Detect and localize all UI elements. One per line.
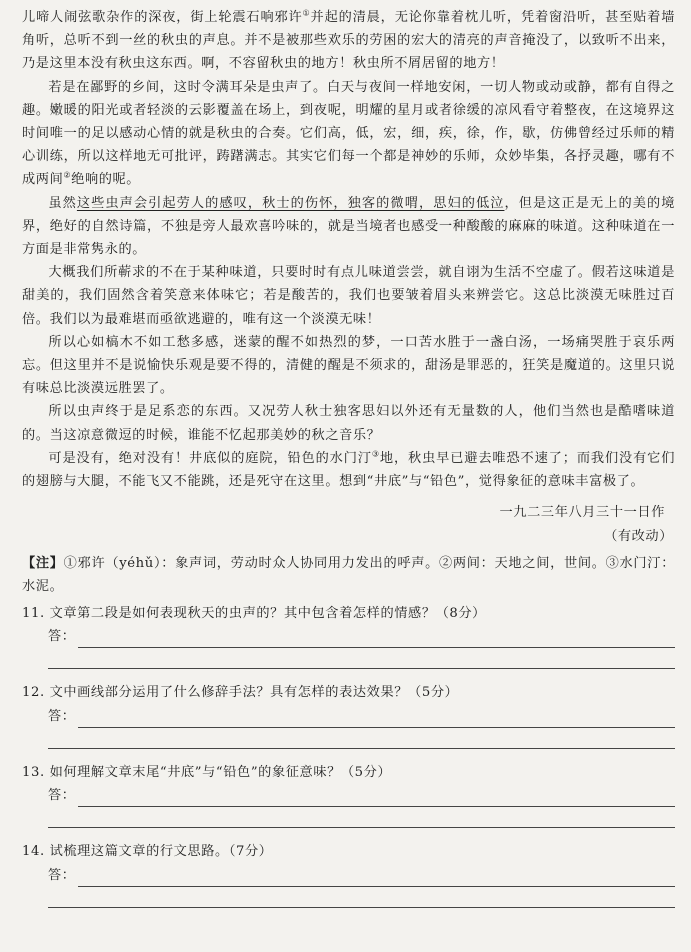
- paragraph-text: ，但是这正是无上的美的境界，绝好的自然诗篇，不独是旁人最欢喜吟味的，就是当境者也感受一种酸酸的麻麻的味道。这种味道在一方面是非常隽永的。: [22, 195, 676, 258]
- paragraph-text: 绝响的呢。: [71, 172, 141, 188]
- passage-paragraph: [22, 261, 675, 331]
- paragraph-text: 可是没有，绝对没有！井底似的庭院，铅色的水门汀: [48, 450, 372, 466]
- adaptation-note: （有改动）: [604, 529, 673, 545]
- answer-line[interactable]: [48, 728, 675, 749]
- answer-line[interactable]: [78, 709, 675, 728]
- writing-date: 一九二三年八月三十一日作: [499, 505, 665, 521]
- passage-paragraph: [22, 400, 675, 446]
- paragraph-text: 地，秋虫早已避去唯恐不速了；而我们没有它们的翅膀与大腿，不能飞又不能跳，还是死守在这里。想到“井底”与“铅色”，觉得象征的意味丰富极了。: [22, 450, 675, 490]
- paragraph-text: 所以虫声终于是足系恋的东西。又况劳人秋士独客思妇以外还有无量数的人，他们当然也是酷嗜味道的。当这凉意微逗的时候，谁能不忆起那美妙的秋之音乐？: [22, 404, 675, 443]
- passage-paragraph: [22, 76, 675, 192]
- question-14-text: 14. 试梳理这篇文章的行文思路。（7分）: [22, 844, 273, 860]
- question-12-text: 12. 文中画线部分运用了什么修辞手法？具有怎样的表达效果？（5分）: [22, 685, 459, 701]
- question-14: [22, 840, 675, 907]
- passage-paragraph: [22, 6, 675, 76]
- question-13: [22, 761, 675, 828]
- answer-label: 答：: [48, 788, 76, 804]
- answer-line[interactable]: [48, 648, 675, 669]
- footnote-text: ①邪许（yéhǔ）：象声词，劳动时众人协同用力发出的呼声。②两间：天地之间，世间。③水门汀：水泥。: [22, 555, 675, 594]
- paragraph-text: 儿啼人闹弦歌杂作的深夜，街上轮震石响邪许: [22, 10, 303, 25]
- paragraph-text: 并起的清晨，无论你靠着枕儿听，凭着窗沿听，甚至贴着墙角听，总听不到一丝的秋虫的声息。并不是被那些欢乐的劳困的宏大的清亮的声音掩没了，以致听不出来，乃是这里本没有秋虫这东西。啊，不容留秋虫的地方！秋虫所不屑居留的地方！: [22, 10, 675, 72]
- passage-paragraph: [22, 192, 675, 262]
- answer-line[interactable]: [48, 807, 675, 828]
- answer-line[interactable]: [48, 887, 675, 908]
- question-11-text: 11. 文章第二段是如何表现秋天的虫声的？其中包含着怎样的情感？（8分）: [22, 606, 486, 622]
- footnote-marker: ①: [302, 8, 311, 18]
- question-12: [22, 681, 675, 748]
- answer-line[interactable]: [78, 868, 675, 887]
- passage-paragraph: [22, 331, 675, 401]
- paragraph-text: 若是在鄙野的乡间，这时令满耳朵是虫声了。白天与夜间一样地安闲，一切人物或动或静，都有自得之趣。嫩暖的阳光或者轻淡的云影覆盖在场上，到夜呢，明耀的星月或者徐缓的凉风看守着整夜，在这境界这时间唯一的足以感动心情的就是秋虫的合奏。它们高，低，宏，细，疾，徐，作，歇，仿佛曾经过乐师的精心训练，所以这样地无可批评，踌躇满志。其实它们每一个都是神妙的乐师，众妙毕集，各抒灵趣，哪有不成两间: [22, 79, 675, 188]
- question-13-text: 13. 如何理解文章末尾“井底”与“铅色”的象征意味？（5分）: [22, 764, 392, 780]
- paragraph-text: 虽然: [48, 195, 77, 211]
- answer-label: 答：: [48, 629, 76, 645]
- answer-line[interactable]: [78, 788, 675, 807]
- passage-paragraph: [22, 447, 675, 493]
- footnote-marker: ③: [371, 449, 380, 459]
- answer-label: 答：: [48, 867, 76, 883]
- footnote-label: 【注】: [22, 555, 64, 571]
- paragraph-text: 所以心如槁木不如工愁多感，迷蒙的醒不如热烈的梦，一口苦水胜于一盏白汤，一场痛哭胜于哀乐两忘。但这里并不是说愉快乐观是要不得的，清健的醒是不须求的，甜汤是罪恶的，狂笑是魔道的。这里只说有味总比淡漠远胜罢了。: [22, 334, 675, 397]
- reading-passage: [22, 6, 675, 493]
- question-11: [22, 602, 675, 669]
- paragraph-text: 大概我们所蕲求的不在于某种味道，只要时时有点儿味道尝尝，就自诩为生活不空虚了。假若这味道是甜美的，我们固然含着笑意来体味它；若是酸苦的，我们也要皱着眉头来辨尝它。这总比淡漠无味胜过百倍。我们以为最难堪而亟欲逃避的，唯有这一个淡漠无味！: [22, 265, 675, 327]
- footnote-marker: ②: [63, 171, 72, 181]
- answer-line[interactable]: [78, 629, 675, 648]
- footnotes: [22, 552, 675, 598]
- answer-label: 答：: [48, 708, 76, 724]
- underlined-text: 这些虫声会引起劳人的感叹，秋士的伤怀，独客的微喟，思妇的低泣: [76, 195, 505, 211]
